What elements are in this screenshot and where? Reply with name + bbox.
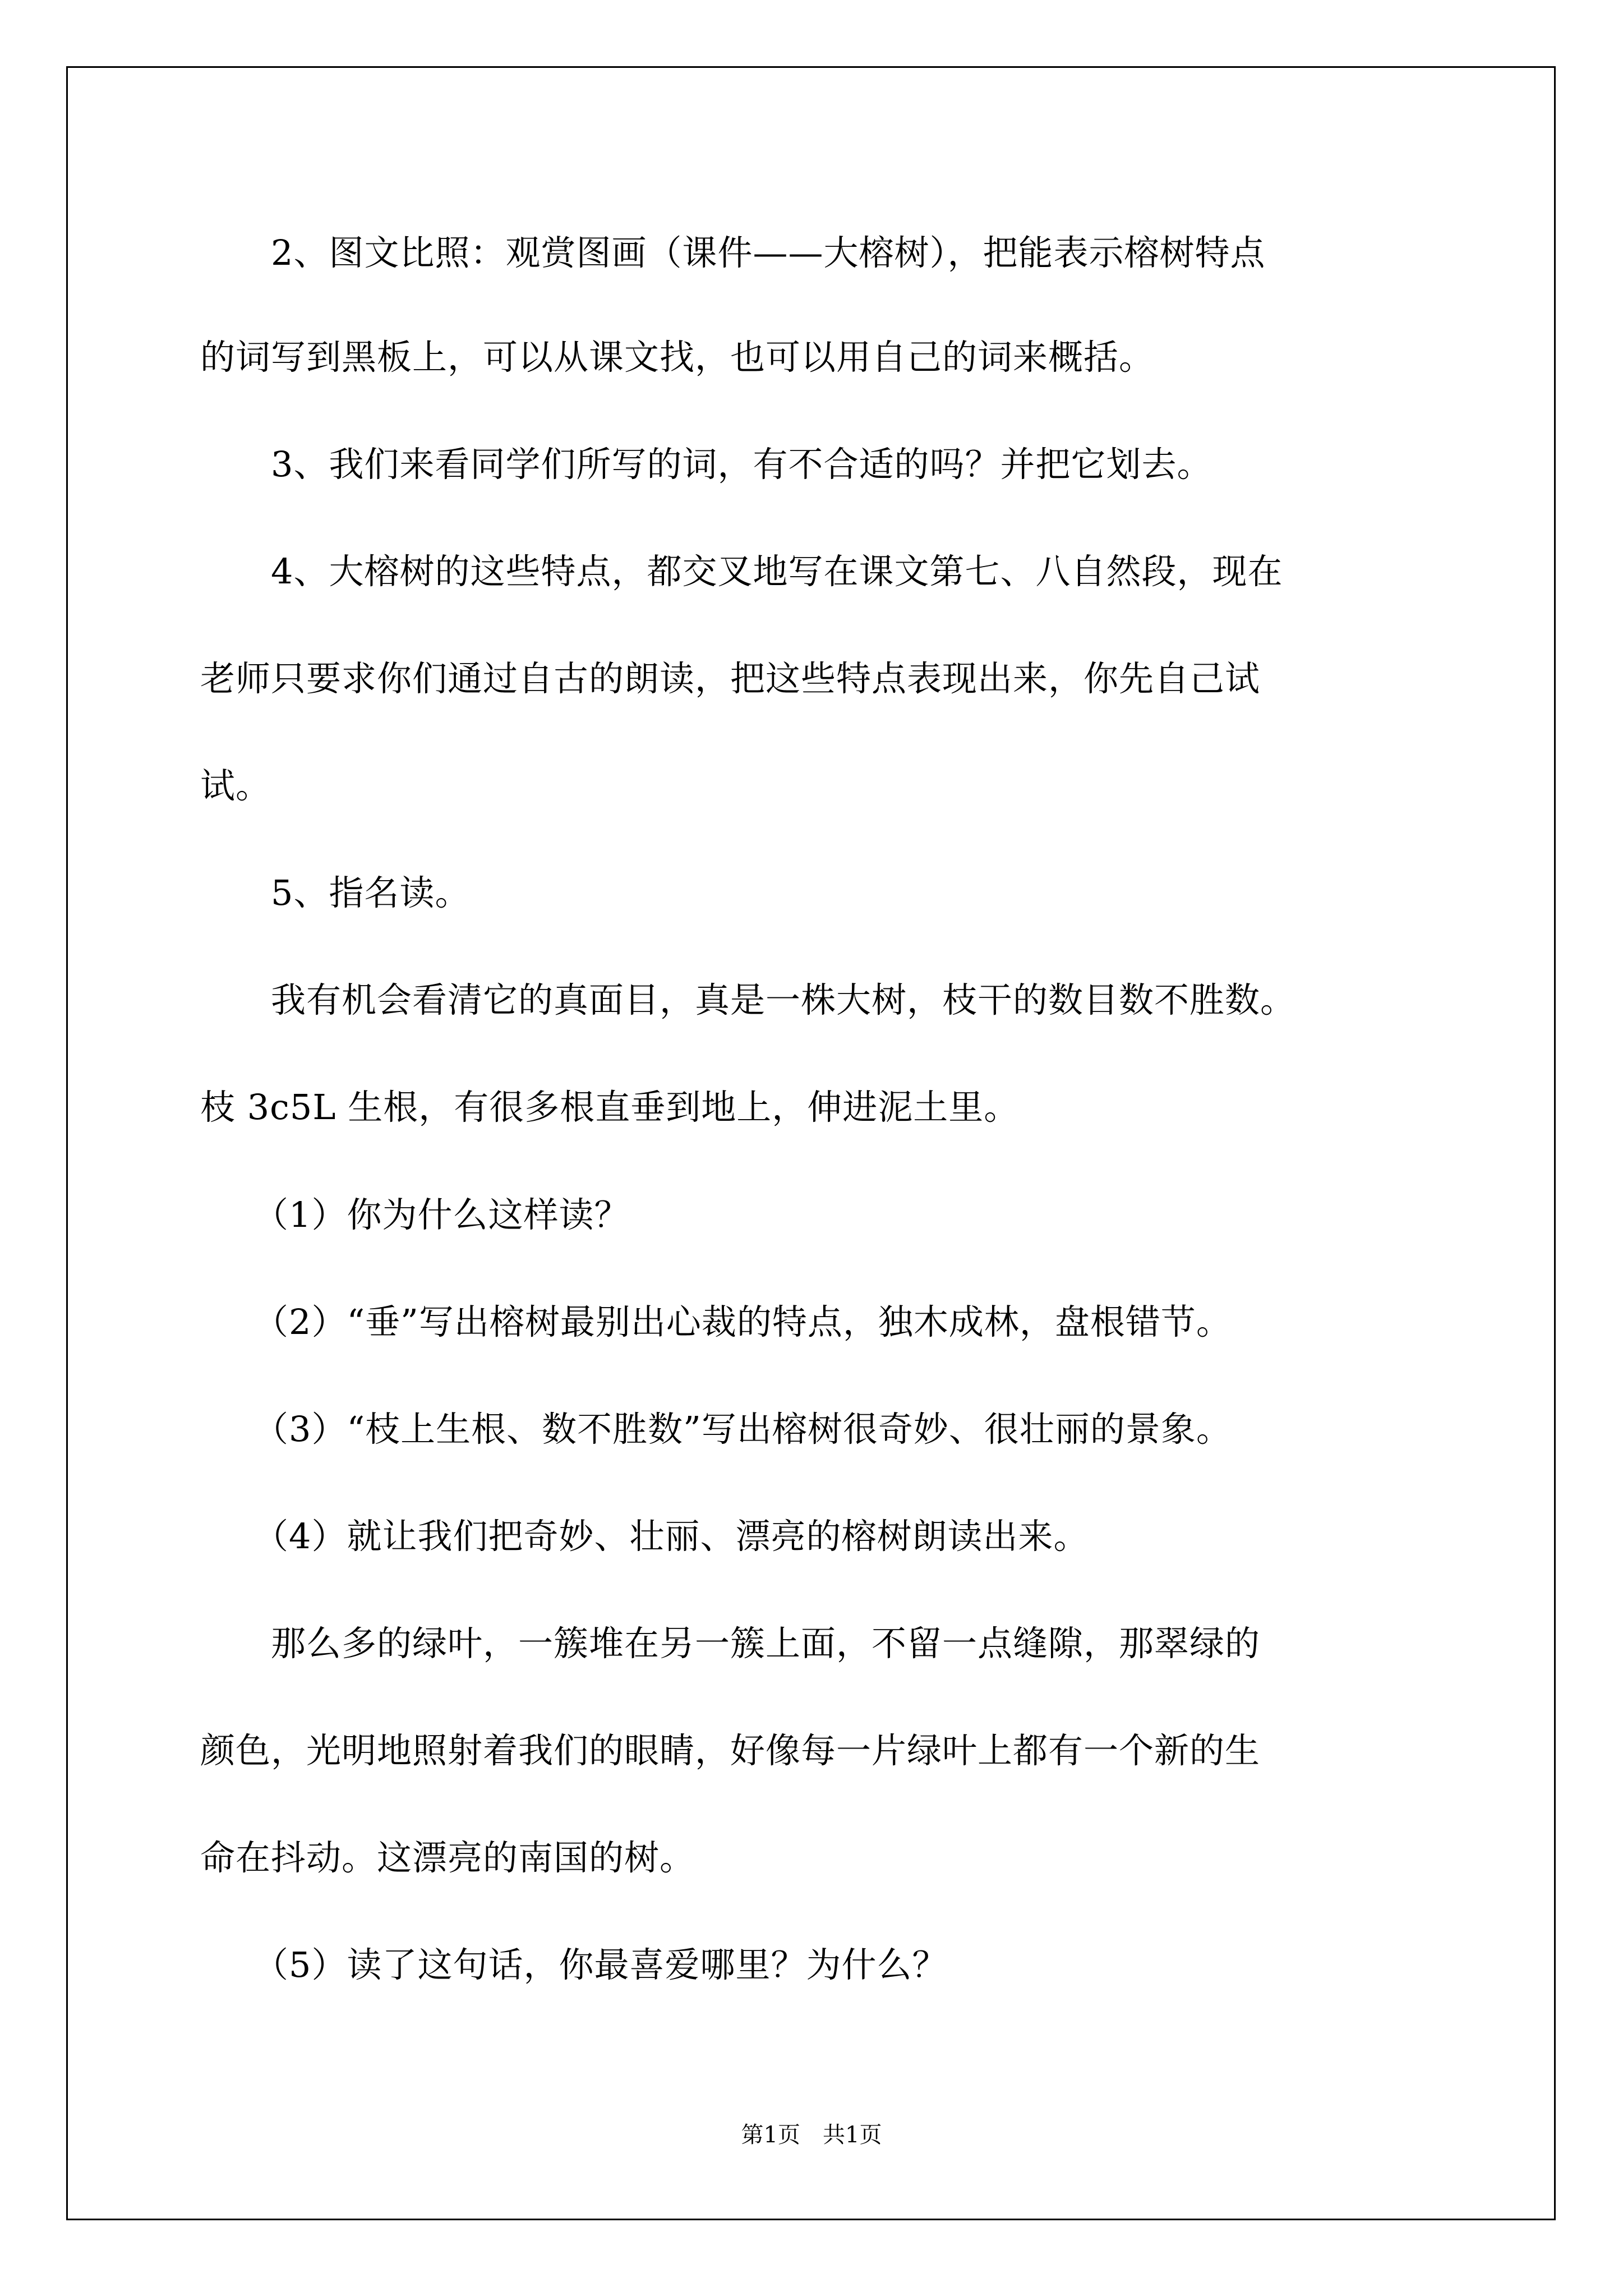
text-line: 命在抖动。这漂亮的南国的树。 xyxy=(200,1837,695,1878)
text-line: 那么多的绿叶，一簇堆在另一簇上面，不留一点缝隙，那翠绿的 xyxy=(200,1623,1261,1664)
text-line: （5）读了这句话，你最喜爱哪里？为什么？ xyxy=(200,1944,948,1985)
text-line: 3、我们来看同学们所写的词，有不合适的吗？并把它划去。 xyxy=(200,444,1212,485)
text-line: 4、大榕树的这些特点，都交叉地写在课文第七、八自然段，现在 xyxy=(200,551,1283,592)
text-line: （2）“垂”写出榕树最别出心裁的特点，独木成林，盘根错节。 xyxy=(200,1301,1232,1342)
text-line: 5、指名读。 xyxy=(200,872,471,913)
text-line: 老师只要求你们通过自古的朗读，把这些特点表现出来，你先自己试 xyxy=(200,658,1261,699)
text-line: 颜色，光明地照射着我们的眼睛，好像每一片绿叶上都有一个新的生 xyxy=(200,1730,1261,1771)
text-line: 试。 xyxy=(200,765,271,806)
page-border xyxy=(66,66,1556,2220)
page-number-footer: 第1页 共1页 xyxy=(741,2122,882,2148)
text-line: 的词写到黑板上，可以从课文找，也可以用自己的词来概括。 xyxy=(200,337,1155,378)
text-line: 我有机会看清它的真面目，真是一株大树，枝干的数目数不胜数。 xyxy=(200,979,1296,1020)
text-line: 枝 3c5L 生根，有很多根直垂到地上，伸进泥土里。 xyxy=(200,1087,1020,1128)
text-line: （4）就让我们把奇妙、壮丽、漂亮的榕树朗读出来。 xyxy=(200,1516,1089,1557)
text-line: （3）“枝上生根、数不胜数”写出榕树很奇妙、很壮丽的景象。 xyxy=(200,1409,1232,1450)
text-line: 2、图文比照：观赏图画（课件——大榕树），把能表示榕树特点 xyxy=(200,232,1266,273)
text-line: （1）你为什么这样读？ xyxy=(200,1194,630,1235)
